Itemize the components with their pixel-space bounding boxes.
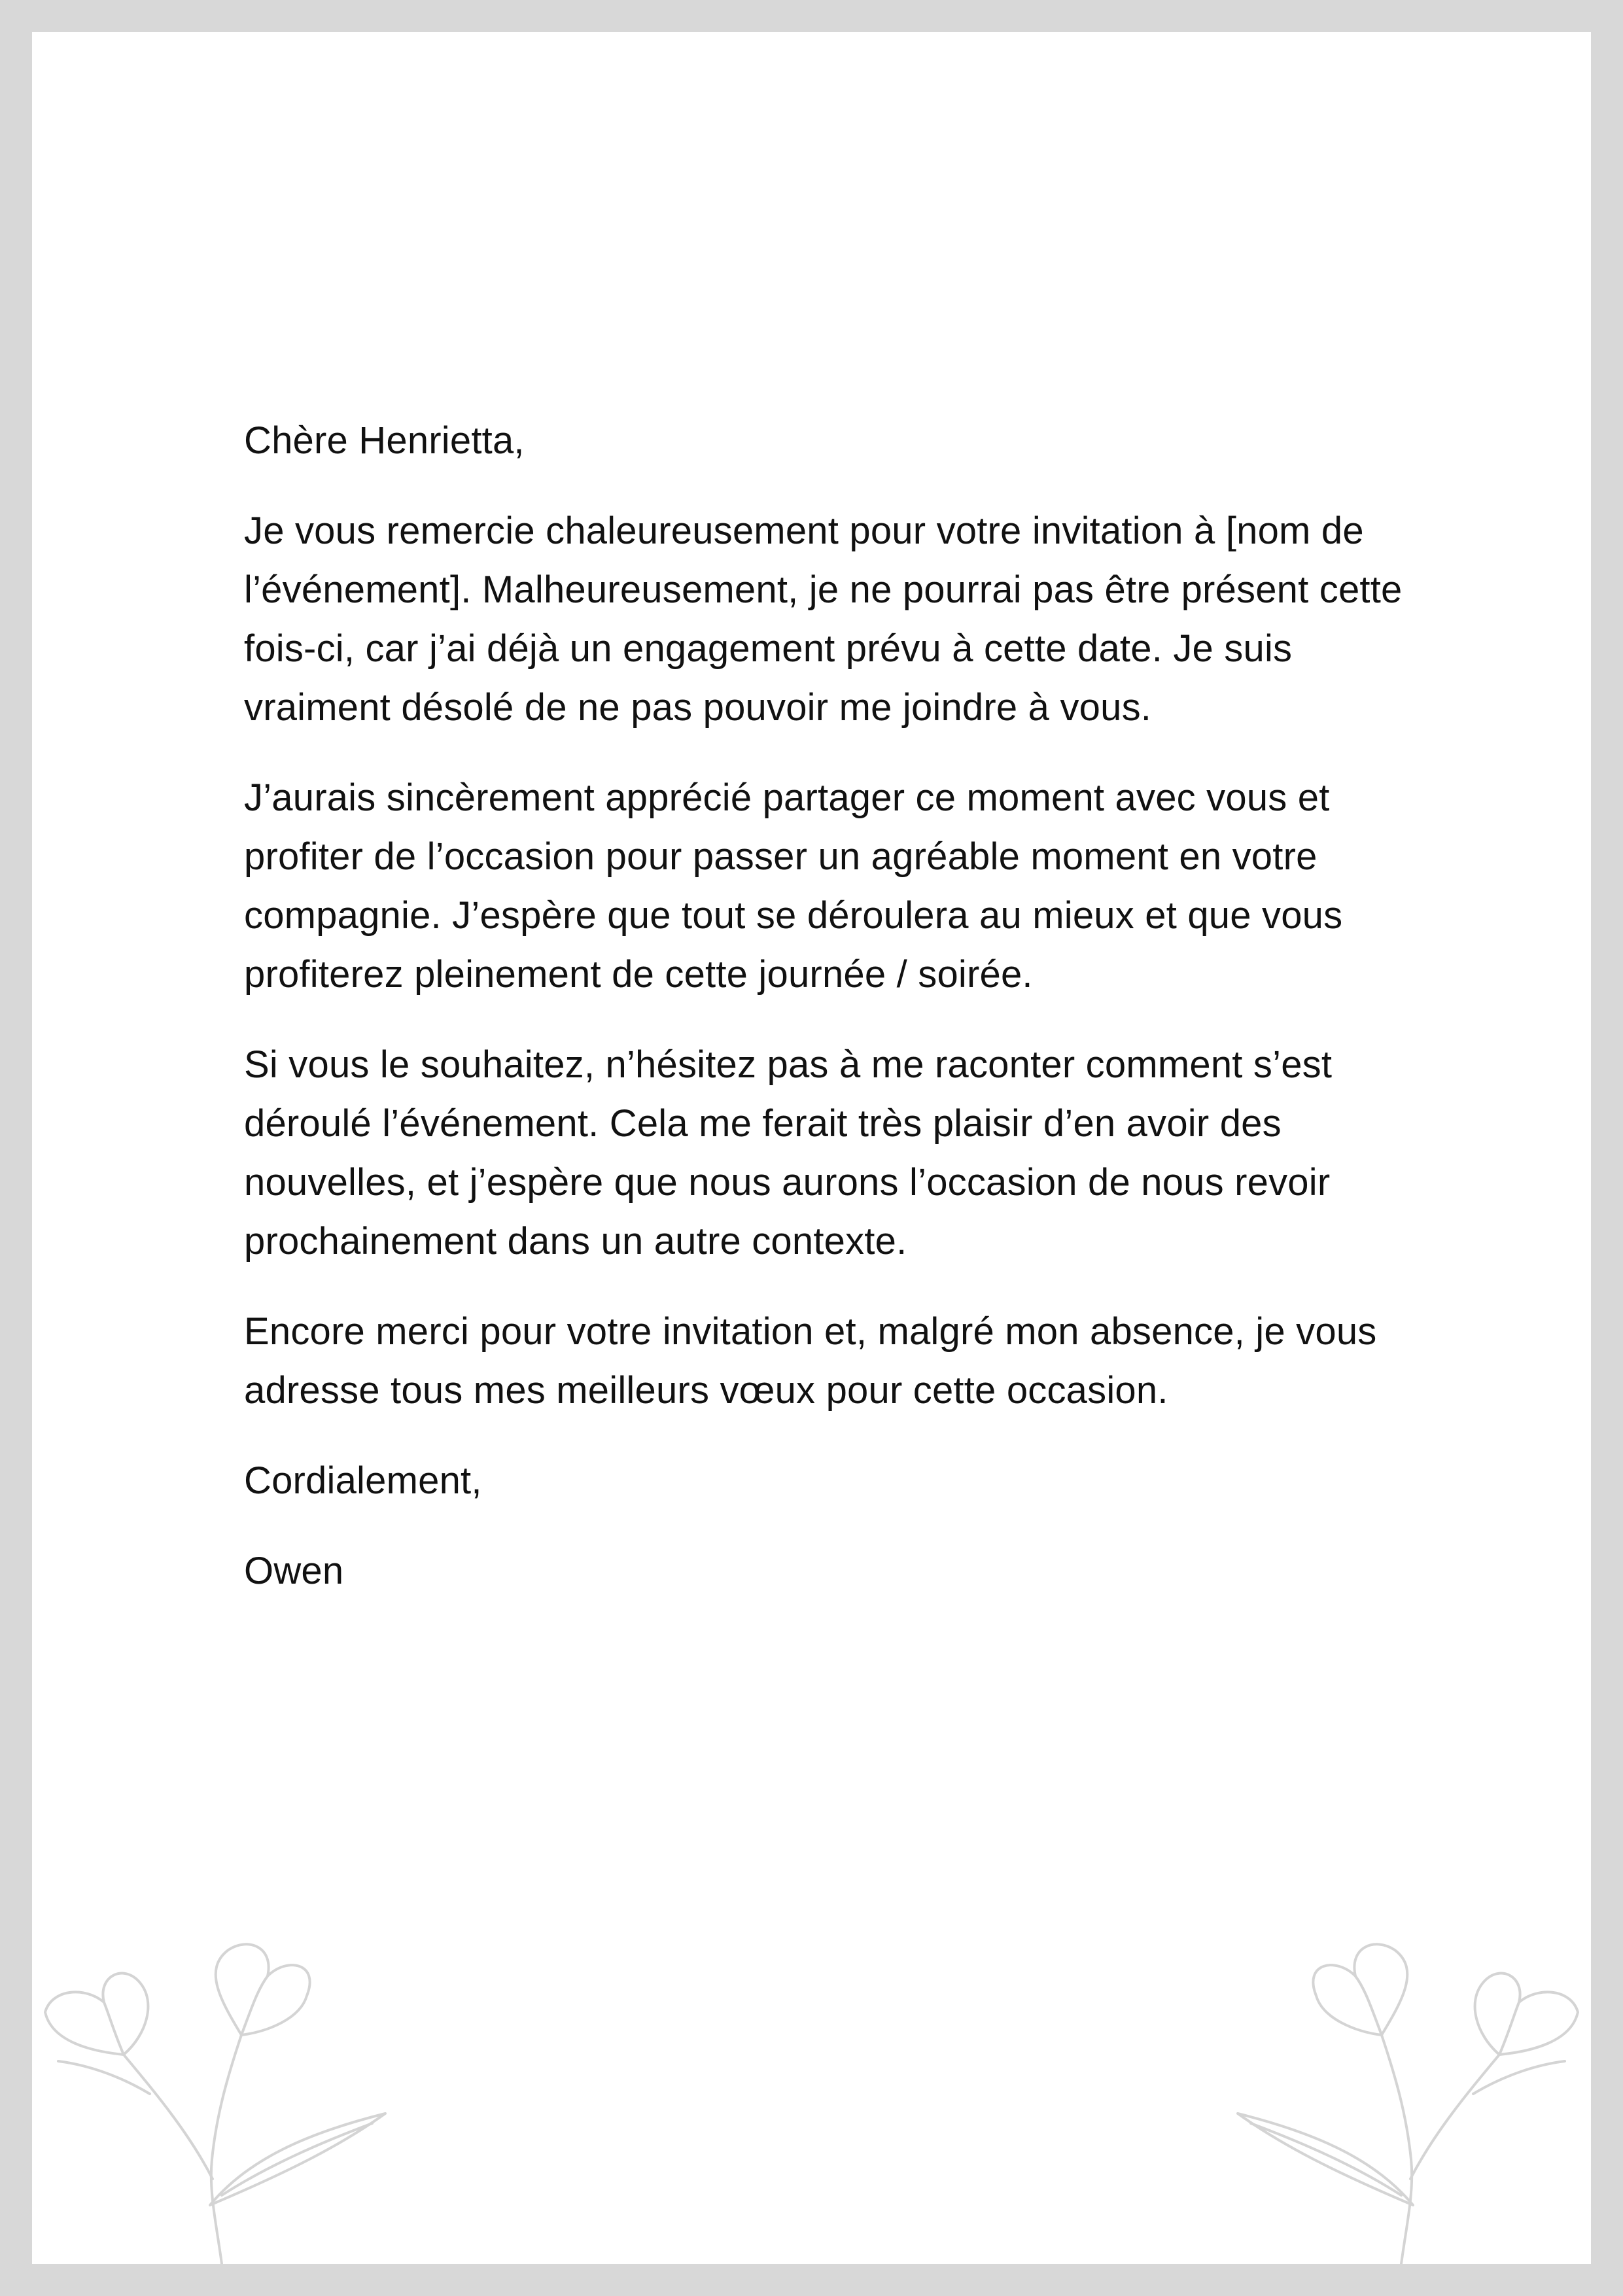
paragraph-2: J’aurais sincèrement apprécié partager ce moment avec vous et profiter de l’occasion pour passer un agréable moment en votre compagnie. J’espère que tout se déroulera au mieux et que vous profiterez pleinement de cette journée / soirée. — [244, 776, 1343, 996]
paragraph-3: Si vous le souhaitez, n’hésitez pas à me raconter comment s’est déroulé l’événement. Cela me ferait très plaisir d’en avoir des nouvelles, et j’espère que nous aurons l’occasion de nous revoir prochainement dans un autre contexte. — [244, 1043, 1333, 1262]
flower-line-icon — [1225, 1898, 1591, 2264]
paragraph-4: Encore merci pour votre invitation et, malgré mon absence, je vous adresse tous mes meilleurs vœux pour cette occasion. — [244, 1310, 1377, 1412]
salutation: Chère Henrietta, — [244, 419, 525, 462]
flower-line-icon — [32, 1898, 398, 2264]
signature: Owen — [244, 1550, 344, 1592]
closing: Cordialement, — [244, 1459, 482, 1502]
paragraph-1: Je vous remercie chaleureusement pour votre invitation à [nom de l’événement]. Malheureusement, je ne pourrai pas être présent cette fois-ci, car j’ai déjà un engagement prévu à cette date. Je suis vraiment désolé de ne pas pouvoir me joindre à vous. — [244, 510, 1403, 729]
letter-page — [32, 32, 1591, 2264]
letter-body — [244, 411, 1435, 1632]
